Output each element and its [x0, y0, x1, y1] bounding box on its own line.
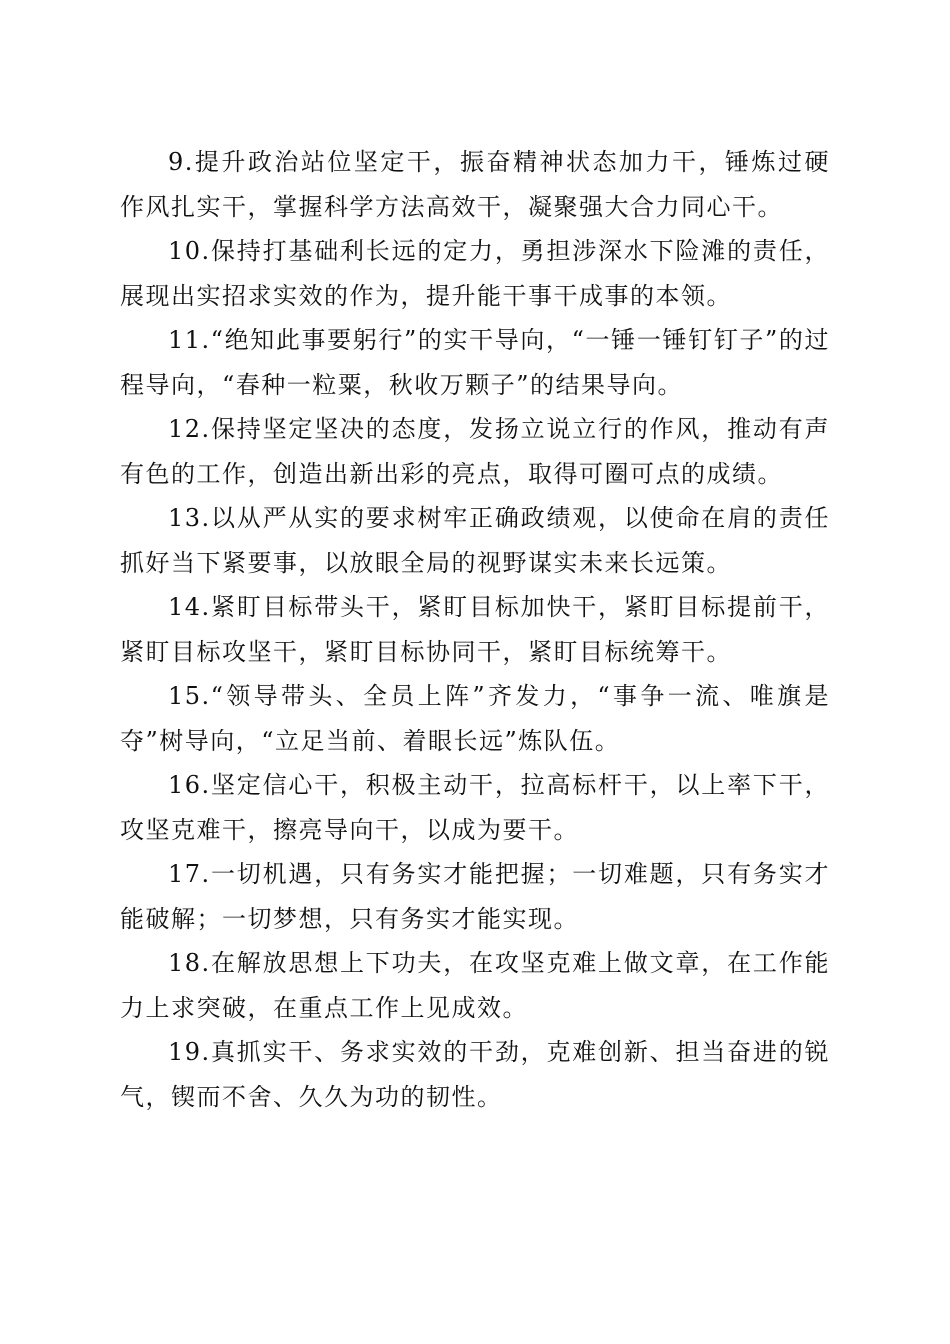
paragraph-15: 15.“领导带头、全员上阵”齐发力，“事争一流、唯旗是夺”树导向，“立足当前、着眼长远”炼队伍。	[120, 682, 830, 755]
paragraph-17: 17.一切机遇，只有务实才能把握；一切难题，只有务实才能破解；一切梦想，只有务实才能实现。	[120, 860, 830, 933]
paragraph-12: 12.保持坚定坚决的态度，发扬立说立行的作风，推动有声有色的工作，创造出新出彩的亮点，取得可圈可点的成绩。	[120, 415, 830, 488]
paragraph-14: 14.紧盯目标带头干，紧盯目标加快干，紧盯目标提前干，紧盯目标攻坚干，紧盯目标协同干，紧盯目标统筹干。	[120, 593, 830, 666]
paragraph-18: 18.在解放思想上下功夫，在攻坚克难上做文章，在工作能力上求突破，在重点工作上见成效。	[120, 949, 830, 1022]
paragraph-16: 16.坚定信心干，积极主动干，拉高标杆干，以上率下干，攻坚克难干，擦亮导向干，以成为要干。	[120, 771, 830, 844]
paragraph-11: 11.“绝知此事要躬行”的实干导向，“一锤一锤钉钉子”的过程导向，“春种一粒粟，秋收万颗子”的结果导向。	[120, 326, 830, 399]
paragraph-10: 10.保持打基础利长远的定力，勇担涉深水下险滩的责任，展现出实招求实效的作为，提升能干事干成事的本领。	[120, 237, 830, 310]
paragraph-19: 19.真抓实干、务求实效的干劲，克难创新、担当奋进的锐气，锲而不舍、久久为功的韧性。	[120, 1038, 830, 1111]
paragraph-9: 9.提升政治站位坚定干，振奋精神状态加力干，锤炼过硬作风扎实干，掌握科学方法高效干，凝聚强大合力同心干。	[120, 148, 830, 221]
paragraph-13: 13.以从严从实的要求树牢正确政绩观，以使命在肩的责任抓好当下紧要事，以放眼全局的视野谋实未来长远策。	[120, 504, 830, 577]
document-body	[120, 140, 830, 1119]
